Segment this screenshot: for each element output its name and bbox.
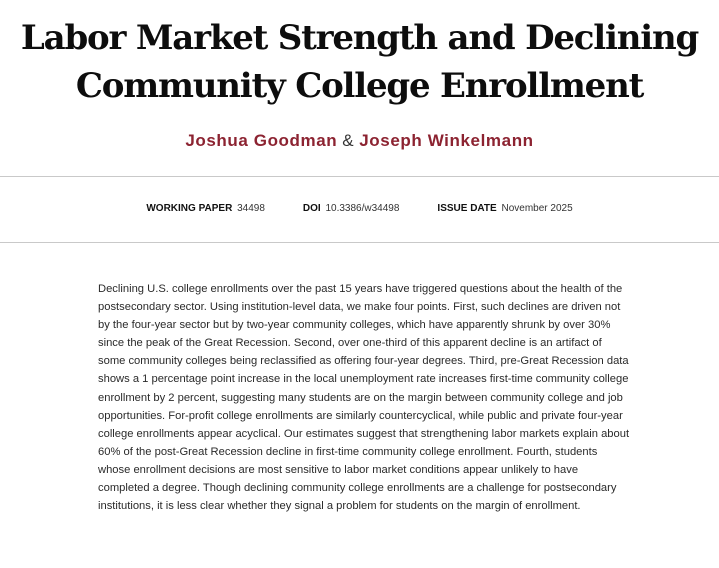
working-paper-label: WORKING PAPER <box>146 203 233 214</box>
issue-date-value: November 2025 <box>501 203 573 214</box>
issue-date-label: ISSUE DATE <box>437 203 497 214</box>
doi-value: 10.3386/w34498 <box>325 203 400 214</box>
paper-title: Labor Market Strength and Declining Community College Enrollment <box>20 18 699 106</box>
doi-label: DOI <box>302 203 321 214</box>
abstract-text: Declining U.S. college enrollments over the past 15 years have triggered questions about the health of the postsecondary sector. Using institution-level data, we make four points. First, such declines are driven not by the four-year sector but by two-year community colleges, which have apparently shrunk by over 30% since the peak of the Great Recession. Second, over one-third of this apparent decline is an artifact of some community colleges being reclassified as offering four-year degrees. Third, pre-Great Recession data shows a 1 percentage point increase in the local unemployment rate increases first-time community college enrollment by 2 percent, suggesting many students are on the margin between community college and job opportunities. For-profit college enrollments are similarly countercyclical, while public and private four-year college enrollments appear acyclical. Our estimates suggest that strengthening labor markets explain about 60% of the post-Great Recession decline in first-time community college enrollment. Fourth, students whose enrollment decisions are most sensitive to labor market conditions appear unlikely to have completed a degree. Though declining community college enrollments are a challenge for postsecondary institutions, it is less clear whether they signal a problem for students on the margin of enrollment. <box>98 283 630 513</box>
author-separator: & <box>342 131 355 150</box>
paper-metadata <box>0 202 719 216</box>
divider-top <box>0 176 719 177</box>
issue-date-info <box>437 202 572 216</box>
divider-bottom <box>0 242 719 243</box>
author-link-winkelmann[interactable]: Joseph Winkelmann <box>359 131 534 150</box>
doi-info <box>303 202 400 216</box>
author-list <box>0 130 719 152</box>
working-paper-number: 34498 <box>237 203 265 214</box>
working-paper-info <box>146 202 265 216</box>
author-link-goodman[interactable]: Joshua Goodman <box>185 131 338 150</box>
